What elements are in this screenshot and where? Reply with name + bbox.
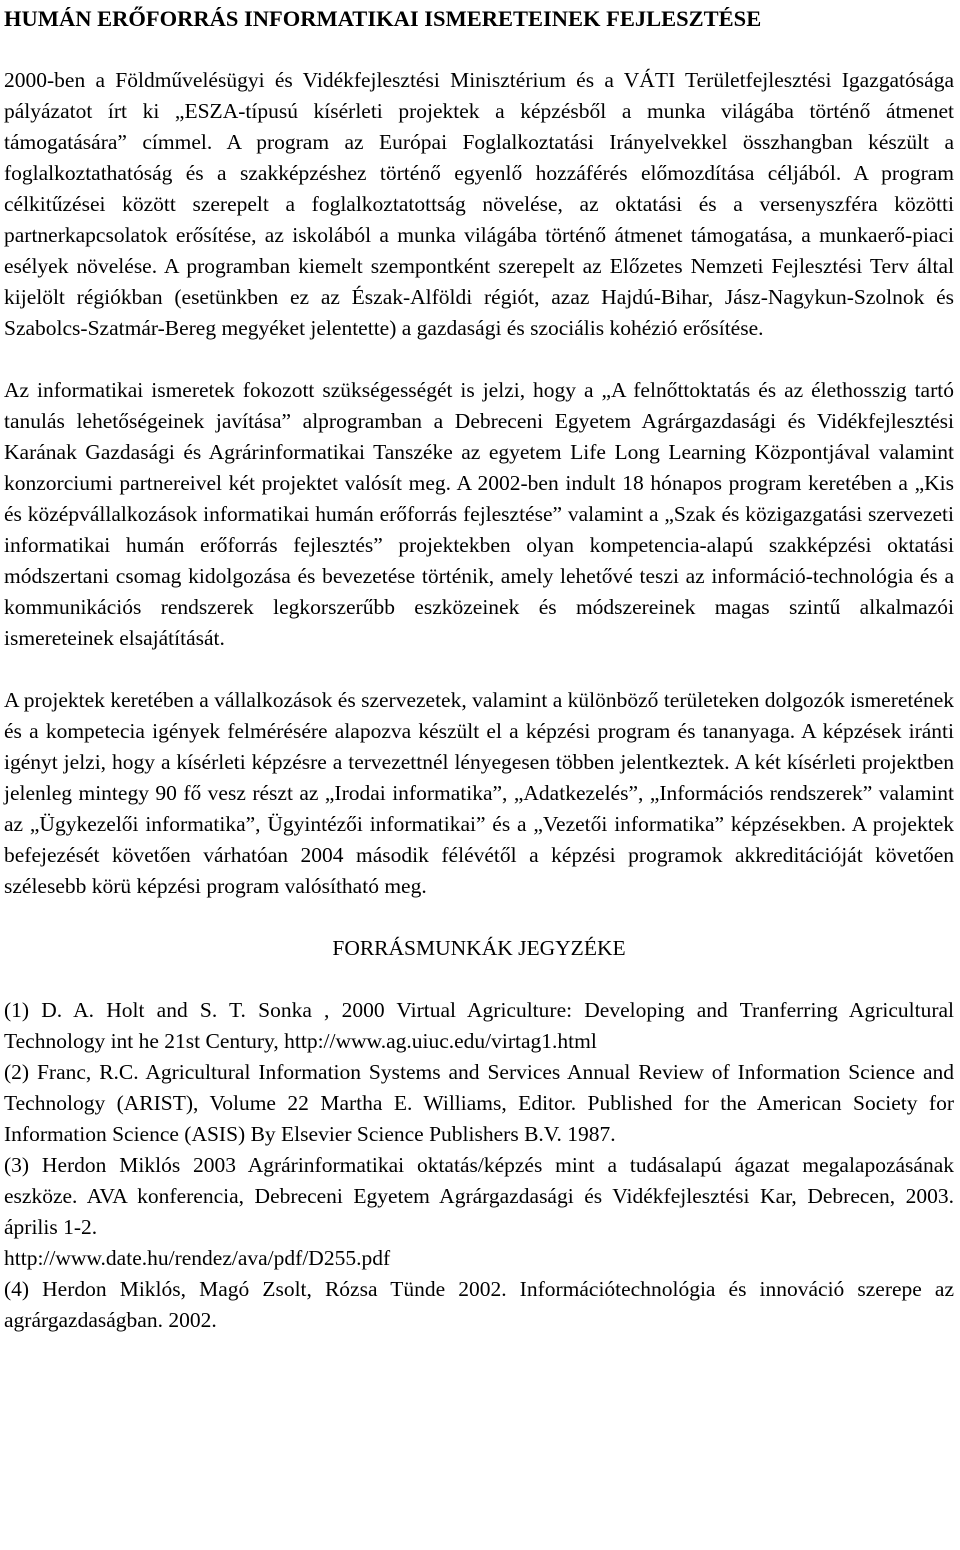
reference-item: (2) Franc, R.C. Agricultural Information Systems and Services Annual Review of Information Science and Technology (ARIST), Volume 22 Martha E. Williams, Editor. Published for the American Society for Information Science (ASIS) By Elsevier Science Publishers B.V. 1987. [4,1060,954,1146]
reference-item: (1) D. A. Holt and S. T. Sonka , 2000 Virtual Agriculture: Developing and Tranferring Agricultural Technology int he 21st Century, http://www.ag.uiuc.edu/virtag1.html [4,998,954,1053]
references-heading: FORRÁSMUNKÁK JEGYZÉKE [332,936,626,960]
reference-item: (4) Herdon Miklós, Magó Zsolt, Rózsa Tünde 2002. Információtechnológia és innováció szerepe az agrárgazdaságban. 2002. [4,1277,954,1332]
document-title: HUMÁN ERŐFORRÁS INFORMATIKAI ISMERETEINEK FEJLESZTÉSE [4,6,762,31]
body-paragraph: 2000-ben a Földművelésügyi és Vidékfejlesztési Minisztérium és a VÁTI Területfejlesztési Igazgatósága pályázatot írt ki „ESZA-típusú kísérleti projektek a képzésből a munka világába történő átmenet támogatására” címmel. A program az Európai Foglalkoztatási Irányelvekkel összhangban készült a foglalkoztathatóság és a szakképzéshez történő egyenlő hozzáférés előmozdítása céljából. A program célkitűzései között szerepelt a foglalkoztatottság növelése, az oktatási és a versenyszféra közötti partnerkapcsolatok erősítése, az iskolából a munka világába történő átmenet támogatása, a munkaerő-piaci esélyek növelése. A programban kiemelt szempontként szerepelt az Előzetes Nemzeti Fejlesztési Terv által kijelölt régiókban (esetünkben ez az Észak-Alföldi régiót, azaz Hajdú-Bihar, Jász-Nagykun-Szolnok és Szabolcs-Szatmár-Bereg megyéket jelentette) a gazdasági és szociális kohézió erősítése. [4,68,954,340]
references-list [4,995,954,1336]
body-paragraph: A projektek keretében a vállalkozások és szervezetek, valamint a különböző területeken dolgozók ismeretének és a kompetecia igények felmérésére alapozva készült el a képzési program és tananyaga. A képzések iránti igényt jelzi, hogy a kísérleti képzésre a tervezettnél lényegesen többen jelentkeztek. A két kísérleti projektben jelenleg mintegy 90 fő vesz részt az „Irodai informatika”, „Adatkezelés”, „Információs rendszerek” valamint az „Ügykezelői informatika”, Ügyintézői informatikai” és a „Vezetői informatika” képzésekben. A projektek befejezését követően várhatóan 2004 második félévétől a képzési programok akkreditációját követően szélesebb körü képzési program valósítható meg. [4,688,954,898]
reference-url: http://www.date.hu/rendez/ava/pdf/D255.pdf [4,1246,391,1270]
reference-item: (3) Herdon Miklós 2003 Agrárinformatikai oktatás/képzés mint a tudásalapú ágazat megalapozásának eszköze. AVA konferencia, Debreceni Egyetem Agrárgazdasági és Vidékfejlesztési Kar, Debrecen, 2003. április 1-2. [4,1153,954,1239]
document-page [4,0,954,1336]
body-paragraph: Az informatikai ismeretek fokozott szükségességét is jelzi, hogy a „A felnőttoktatás és az élethosszig tartó tanulás lehetőségeinek javítása” alprogramban a Debreceni Egyetem Agrárgazdasági és Vidékfejlesztési Karának Gazdasági és Agrárinformatikai Tanszéke az egyetem Life Long Learning Központjával valamint konzorciumi partnereivel két projektet valósít meg. A 2002-ben indult 18 hónapos program keretében a „Kis és középvállalkozások informatikai humán erőforrás fejlesztése” valamint a „Szak és közigazgatási szervezeti informatikai humán erőforrás fejlesztés” projektekben olyan kompetencia-alapú szakképzési oktatási módszertani csomag kidolgozása és bevezetése történik, amely lehetővé teszi az információ-technológia és a kommunikációs rendszerek legkorszerűbb eszközeinek és módszereinek magas szintű alkalmazói ismereteinek elsajátítását. [4,378,954,650]
